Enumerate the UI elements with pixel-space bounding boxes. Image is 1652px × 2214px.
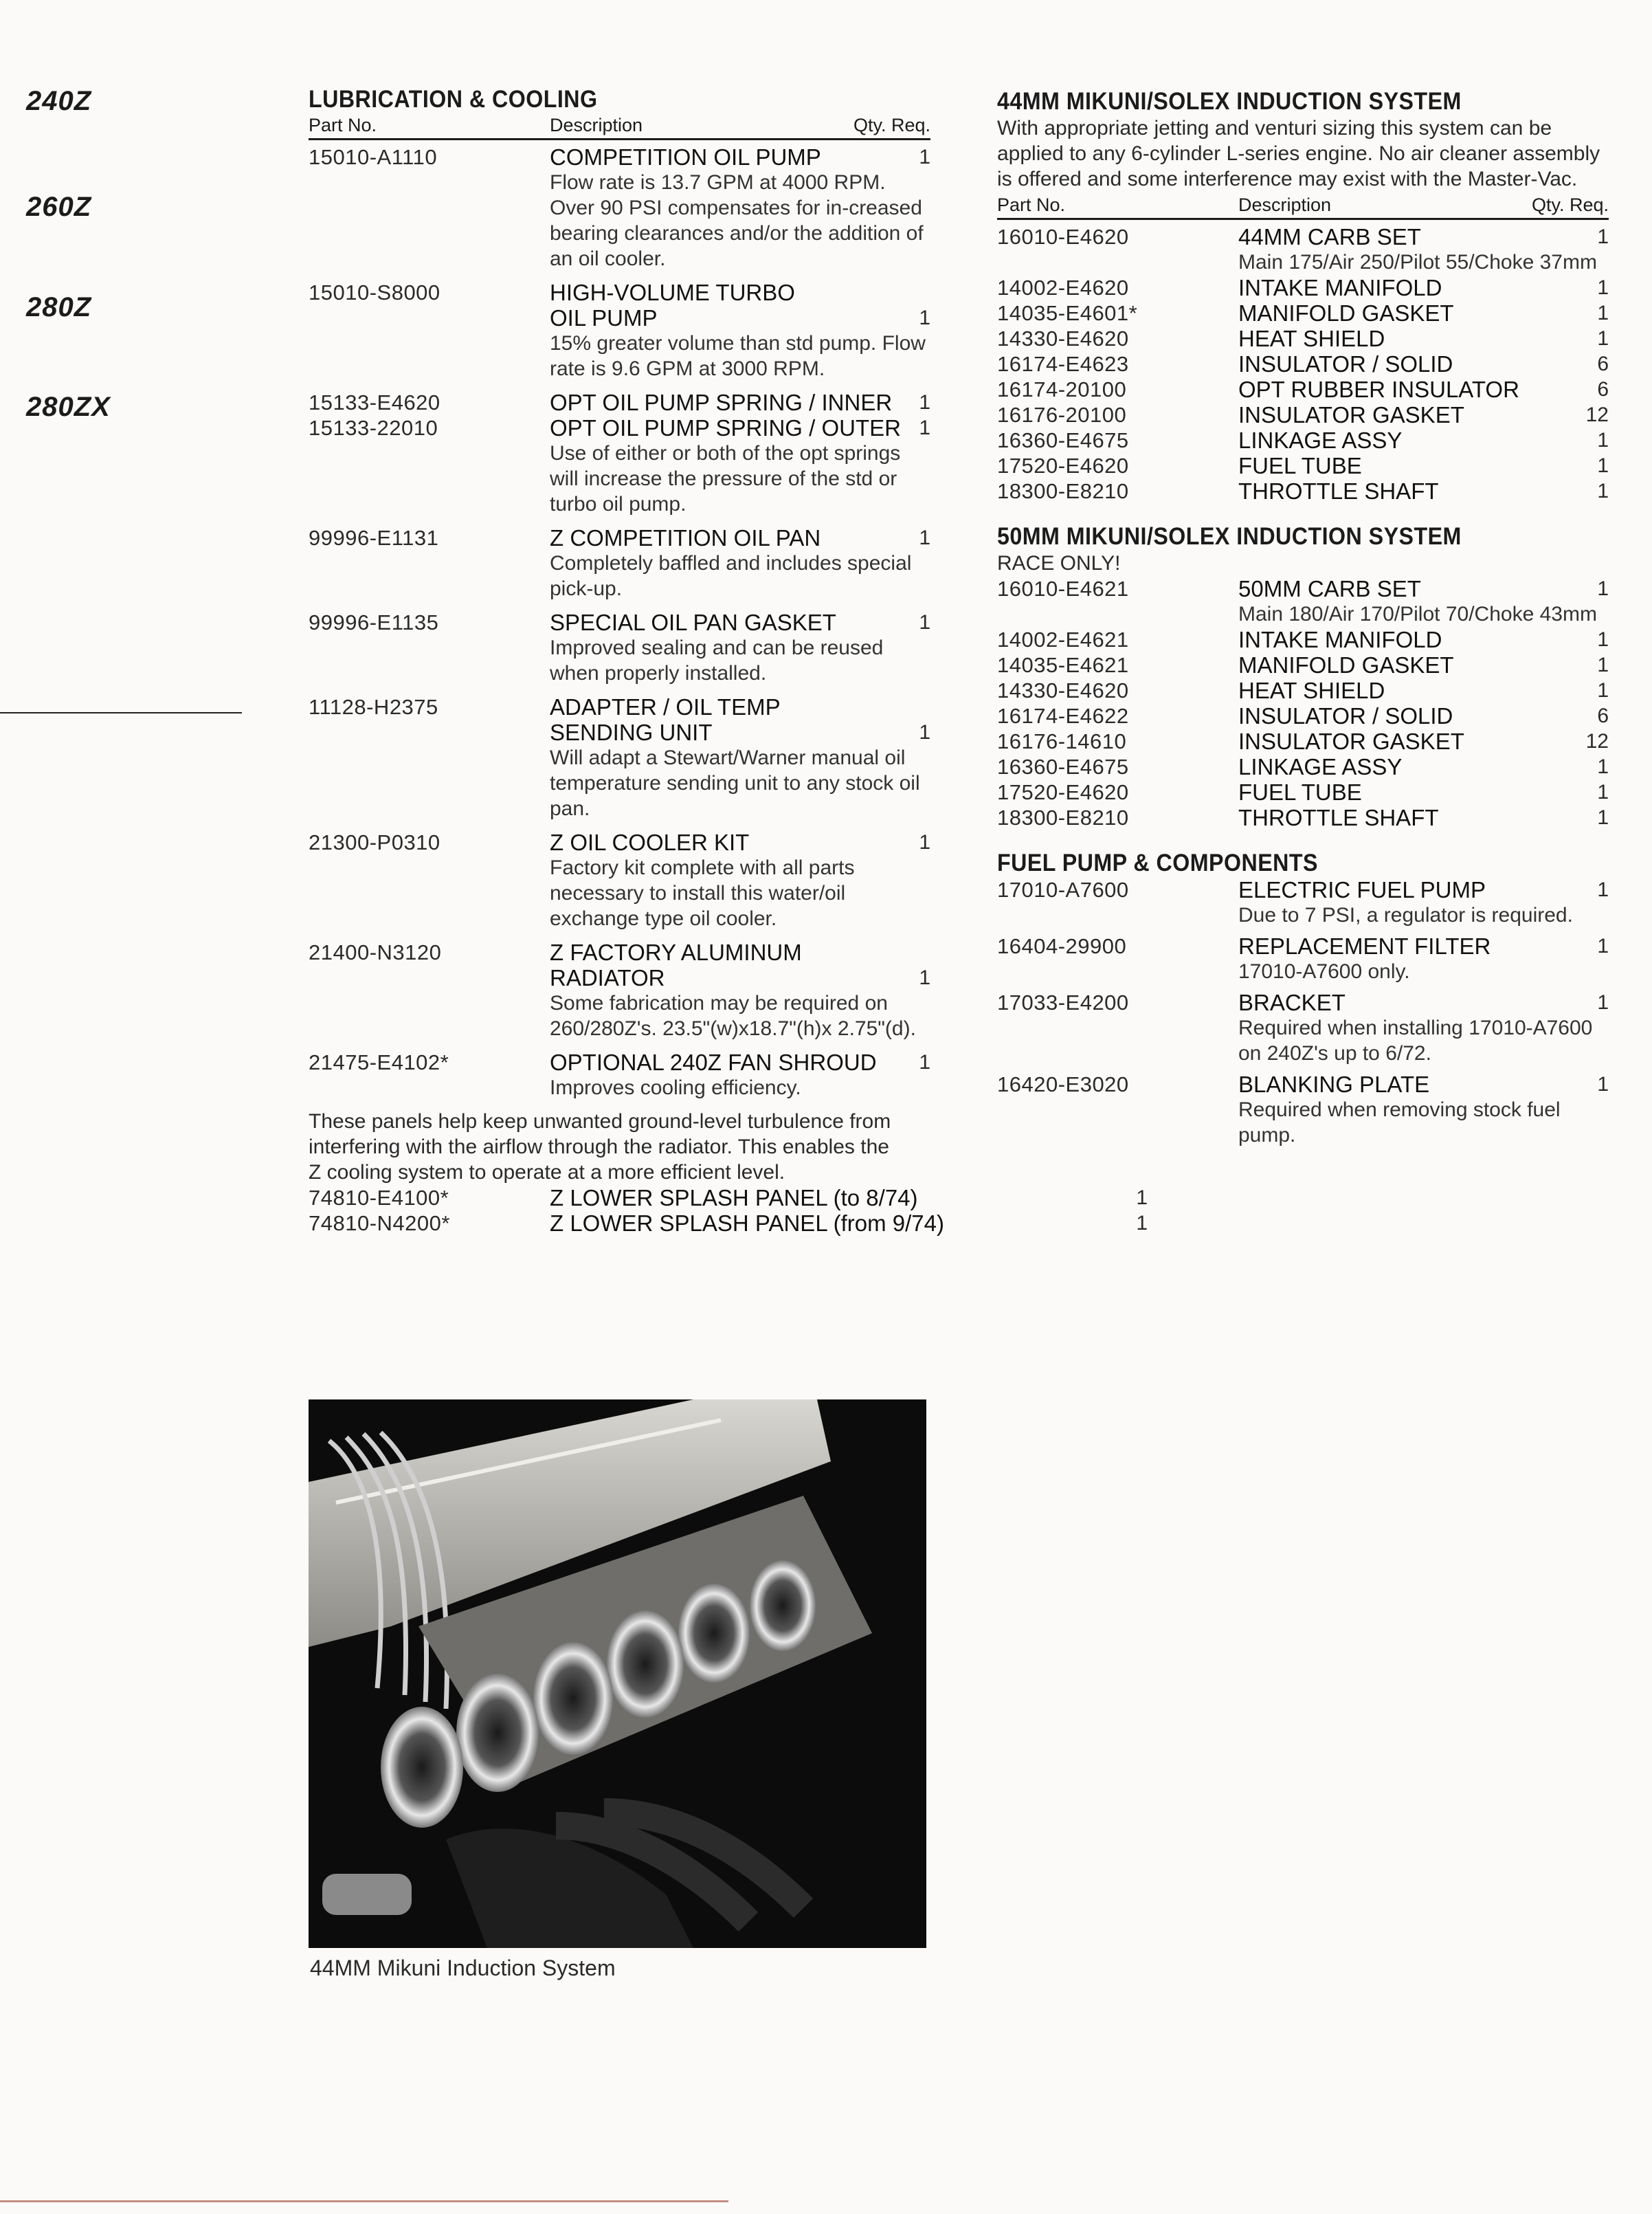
part-name: HIGH-VOLUME TURBO <box>550 280 795 305</box>
parts-list <box>997 576 1609 830</box>
part-number: 14002-E4620 <box>997 276 1129 300</box>
table-row <box>997 652 1609 678</box>
part-description <box>1238 1072 1609 1148</box>
part-name: BLANKING PLATE <box>1238 1072 1430 1097</box>
quantity: 1 <box>919 966 930 989</box>
quantity: 1 <box>1136 1186 1148 1209</box>
quantity: 1 <box>1597 781 1609 804</box>
description-line <box>1238 652 1609 678</box>
section-title: LUBRICATION & COOLING <box>309 86 598 113</box>
table-row <box>309 525 930 601</box>
parts-list <box>997 224 1609 504</box>
description-line <box>1238 351 1609 377</box>
part-name: SENDING UNIT <box>550 720 713 745</box>
section-title: 50MM MIKUNI/SOLEX INDUCTION SYSTEM <box>997 523 1462 550</box>
engine-photo <box>309 1399 926 1948</box>
part-number: 21475-E4102* <box>309 1050 449 1074</box>
part-number: 17520-E4620 <box>997 454 1129 478</box>
quantity: 12 <box>1585 403 1609 426</box>
part-description <box>550 390 930 415</box>
part-name: INSULATOR / SOLID <box>1238 703 1453 729</box>
description-line <box>1238 627 1609 652</box>
table-row <box>997 576 1609 627</box>
part-number: 17010-A7600 <box>997 878 1129 902</box>
table-row <box>997 754 1609 779</box>
part-number: 16174-E4623 <box>997 352 1129 376</box>
table-row <box>997 478 1609 504</box>
quantity: 6 <box>1597 378 1609 401</box>
part-description <box>1238 576 1609 627</box>
part-description <box>1238 877 1609 928</box>
part-number: 21300-P0310 <box>309 830 440 854</box>
part-name: LINKAGE ASSY <box>1238 754 1403 779</box>
description-line <box>1238 729 1609 754</box>
part-note: Factory kit complete with all parts necessary to install this water/oil exchange type oil cooler. <box>550 856 855 930</box>
quantity: 1 <box>1597 878 1609 901</box>
margin-divider <box>0 712 242 713</box>
description-line <box>1238 428 1609 453</box>
quantity: 1 <box>919 391 930 414</box>
table-row <box>997 377 1609 402</box>
part-number: 99996-E1135 <box>309 610 439 634</box>
description-line <box>1238 326 1609 351</box>
description-line <box>550 720 930 745</box>
part-name: ADAPTER / OIL TEMP <box>550 694 781 720</box>
description-line <box>550 390 930 415</box>
footer-rule <box>0 2200 728 2202</box>
table-row <box>997 428 1609 453</box>
description-line <box>1238 576 1609 601</box>
description-line <box>1238 678 1609 703</box>
quantity: 1 <box>1597 935 1609 957</box>
panel-note: These panels help keep unwanted ground-level turbulence from interfering with the airflow through the radiator. This enables the Z cooling system to operate at a more efficient level. <box>309 1110 891 1184</box>
part-description <box>1238 754 1609 779</box>
column-headers <box>997 193 1609 220</box>
part-description <box>1238 729 1609 754</box>
part-name: THROTTLE SHAFT <box>1238 478 1439 504</box>
part-description <box>550 610 930 686</box>
part-number: 16176-20100 <box>997 403 1127 427</box>
description-line <box>550 1210 1148 1236</box>
part-name: HEAT SHIELD <box>1238 326 1385 351</box>
part-description <box>1238 990 1609 1066</box>
part-description <box>550 525 930 601</box>
part-no-header: Part No. <box>997 195 1066 215</box>
table-row <box>997 300 1609 326</box>
part-description <box>1238 351 1609 377</box>
part-name: THROTTLE SHAFT <box>1238 805 1439 830</box>
quantity: 1 <box>919 527 930 549</box>
quantity: 1 <box>919 307 930 329</box>
table-row <box>309 1050 930 1100</box>
description-line <box>1238 402 1609 428</box>
part-number: 21400-N3120 <box>309 940 442 964</box>
parts-list <box>309 1185 1148 1236</box>
part-name: OPT OIL PUMP SPRING / OUTER <box>550 415 901 441</box>
description-header: Description <box>550 115 643 135</box>
engine-illustration <box>309 1399 926 1948</box>
description-line <box>550 610 930 635</box>
qty-header: Qty. Req. <box>853 115 930 135</box>
quantity: 6 <box>1597 353 1609 375</box>
induction-section <box>997 88 1609 1153</box>
part-number: 16360-E4675 <box>997 755 1129 779</box>
quantity: 1 <box>1136 1212 1148 1235</box>
description-line <box>550 940 930 965</box>
quantity: 1 <box>1597 276 1609 299</box>
quantity: 1 <box>919 611 930 634</box>
part-name: OPT OIL PUMP SPRING / INNER <box>550 390 893 415</box>
part-number: 14330-E4620 <box>997 678 1129 702</box>
quantity: 1 <box>1597 679 1609 702</box>
part-number: 15010-S8000 <box>309 280 440 305</box>
part-number: 17033-E4200 <box>997 990 1129 1015</box>
part-description <box>550 830 930 931</box>
part-number: 99996-E1131 <box>309 526 439 550</box>
part-description <box>550 940 930 1041</box>
model-label: 260Z <box>26 192 92 222</box>
part-name: INTAKE MANIFOLD <box>1238 275 1442 300</box>
part-note: Improves cooling efficiency. <box>550 1076 801 1099</box>
description-line <box>1238 779 1609 805</box>
quantity: 1 <box>1597 429 1609 452</box>
part-description <box>1238 933 1609 984</box>
description-line <box>1238 933 1609 959</box>
part-description <box>1238 402 1609 428</box>
part-note: Use of either or both of the opt springs will increase the pressure of the std or turbo oil pump. <box>550 442 901 516</box>
quantity: 1 <box>1597 302 1609 324</box>
part-description <box>1238 652 1609 678</box>
description-line <box>1238 754 1609 779</box>
part-description <box>1238 453 1609 478</box>
description-line <box>1238 877 1609 903</box>
table-row <box>309 610 930 686</box>
quantity: 1 <box>1597 628 1609 651</box>
table-row <box>309 1210 1148 1236</box>
part-name: INSULATOR GASKET <box>1238 402 1464 428</box>
part-name: INSULATOR GASKET <box>1238 729 1464 754</box>
part-description <box>550 1210 1148 1236</box>
part-number: 11128-H2375 <box>309 695 438 719</box>
table-row <box>309 830 930 931</box>
part-description <box>1238 300 1609 326</box>
table-row <box>997 326 1609 351</box>
quantity: 1 <box>919 831 930 854</box>
table-row <box>309 415 930 517</box>
part-name: INSULATOR / SOLID <box>1238 351 1453 377</box>
part-number: 15133-22010 <box>309 416 438 440</box>
quantity: 1 <box>1597 755 1609 778</box>
part-number: 16010-E4621 <box>997 577 1129 601</box>
part-name: MANIFOLD GASKET <box>1238 300 1454 326</box>
part-number: 74810-E4100* <box>309 1186 449 1210</box>
description-line <box>550 305 930 331</box>
part-name: Z LOWER SPLASH PANEL (to 8/74) <box>550 1185 918 1210</box>
part-note: Required when installing 17010-A7600 on 240Z's up to 6/72. <box>1238 1017 1593 1065</box>
part-name: Z OIL COOLER KIT <box>550 830 750 855</box>
description-line <box>550 1185 1148 1210</box>
column-headers <box>309 113 930 140</box>
part-description <box>1238 377 1609 402</box>
quantity: 1 <box>1597 654 1609 676</box>
quantity: 1 <box>1597 1073 1609 1096</box>
part-number: 14002-E4621 <box>997 628 1129 652</box>
quantity: 1 <box>1597 806 1609 829</box>
part-note: Some fabrication may be required on 260/280Z's. 23.5"(w)x18.7"(h)x 2.75"(d). <box>550 992 916 1040</box>
part-note: Will adapt a Stewart/Warner manual oil temperature sending unit to any stock oil pan. <box>550 746 920 820</box>
part-no-header: Part No. <box>309 115 377 135</box>
model-label: 280Z <box>26 292 92 322</box>
part-description <box>1238 678 1609 703</box>
parts-list <box>309 144 930 1100</box>
part-number: 74810-N4200* <box>309 1211 450 1235</box>
part-note: Main 175/Air 250/Pilot 55/Choke 37mm <box>1238 251 1597 274</box>
part-name: FUEL TUBE <box>1238 779 1362 805</box>
description-line <box>1238 453 1609 478</box>
section-title: 44MM MIKUNI/SOLEX INDUCTION SYSTEM <box>997 88 1462 115</box>
table-row <box>997 877 1609 928</box>
part-number: 18300-E8210 <box>997 479 1129 503</box>
part-number: 16176-14610 <box>997 729 1127 753</box>
quantity: 1 <box>919 417 930 439</box>
part-name: Z FACTORY ALUMINUM <box>550 940 802 965</box>
description-line <box>1238 703 1609 729</box>
part-name: Z COMPETITION OIL PAN <box>550 525 821 551</box>
qty-header: Qty. Req. <box>1531 195 1609 215</box>
model-label: 280ZX <box>26 392 111 422</box>
table-row <box>309 940 930 1041</box>
description-line <box>550 144 930 170</box>
part-description <box>1238 428 1609 453</box>
table-row <box>997 275 1609 300</box>
photo-caption: 44MM Mikuni Induction System <box>310 1956 616 1980</box>
quantity: 12 <box>1585 730 1609 753</box>
quantity: 1 <box>919 146 930 168</box>
description-line <box>550 415 930 441</box>
table-row <box>997 678 1609 703</box>
table-row <box>997 627 1609 652</box>
part-description <box>1238 627 1609 652</box>
part-name: RADIATOR <box>550 965 665 990</box>
description-line <box>550 525 930 551</box>
description-line <box>1238 805 1609 830</box>
quantity: 1 <box>1597 454 1609 477</box>
part-number: 16404-29900 <box>997 934 1127 958</box>
part-name: 44MM CARB SET <box>1238 224 1421 250</box>
table-row <box>997 933 1609 984</box>
part-number: 15010-A1110 <box>309 145 438 169</box>
description-line <box>1238 300 1609 326</box>
part-number: 14330-E4620 <box>997 326 1129 351</box>
table-row <box>997 779 1609 805</box>
quantity: 1 <box>1597 991 1609 1014</box>
table-row <box>997 990 1609 1066</box>
part-number: 16360-E4675 <box>997 428 1129 452</box>
model-label: 240Z <box>26 86 92 116</box>
parts-list <box>997 877 1609 1148</box>
part-note: 17010-A7600 only. <box>1238 960 1410 983</box>
quantity: 1 <box>1597 327 1609 350</box>
part-number: 16420-E3020 <box>997 1072 1129 1096</box>
part-name: MANIFOLD GASKET <box>1238 652 1454 678</box>
description-line <box>1238 990 1609 1015</box>
part-description <box>550 415 930 517</box>
part-name: LINKAGE ASSY <box>1238 428 1403 453</box>
part-name: COMPETITION OIL PUMP <box>550 144 821 170</box>
part-name: INTAKE MANIFOLD <box>1238 627 1442 652</box>
part-name: ELECTRIC FUEL PUMP <box>1238 877 1486 903</box>
part-description <box>1238 478 1609 504</box>
part-note: Completely baffled and includes special pick-up. <box>550 552 912 600</box>
part-note: Main 180/Air 170/Pilot 70/Choke 43mm <box>1238 603 1597 626</box>
quantity: 1 <box>1597 577 1609 600</box>
table-row <box>997 224 1609 275</box>
part-note: Due to 7 PSI, a regulator is required. <box>1238 904 1573 927</box>
description-line <box>550 965 930 990</box>
description-line <box>1238 478 1609 504</box>
part-description <box>550 144 930 272</box>
part-note: Improved sealing and can be reused when properly installed. <box>550 636 884 685</box>
table-row <box>997 1072 1609 1148</box>
part-name: 50MM CARB SET <box>1238 576 1421 601</box>
table-row <box>997 402 1609 428</box>
description-line <box>550 1050 930 1075</box>
part-name: BRACKET <box>1238 990 1346 1015</box>
table-row <box>309 1185 1148 1210</box>
part-name: OIL PUMP <box>550 305 658 331</box>
table-row <box>309 144 930 272</box>
table-row <box>997 729 1609 754</box>
part-name: SPECIAL OIL PAN GASKET <box>550 610 836 635</box>
quantity: 1 <box>919 721 930 744</box>
table-row <box>997 703 1609 729</box>
part-name: HEAT SHIELD <box>1238 678 1385 703</box>
part-description <box>550 1185 1148 1210</box>
table-row <box>309 390 930 415</box>
quantity: 1 <box>1597 225 1609 248</box>
table-row <box>309 280 930 381</box>
part-number: 17520-E4620 <box>997 780 1129 804</box>
part-description <box>1238 326 1609 351</box>
part-description <box>1238 275 1609 300</box>
description-line <box>1238 224 1609 250</box>
description-line <box>550 280 930 305</box>
part-number: 15133-E4620 <box>309 390 440 414</box>
part-note: Flow rate is 13.7 GPM at 4000 RPM. Over 90 PSI compensates for in-creased bearing clearances and/or the addition of an oil cooler. <box>550 171 924 270</box>
part-name: OPT RUBBER INSULATOR <box>1238 377 1519 402</box>
part-number: 18300-E8210 <box>997 806 1129 830</box>
part-number: 14035-E4601* <box>997 301 1138 325</box>
table-row <box>997 351 1609 377</box>
table-row <box>997 453 1609 478</box>
description-line <box>550 694 930 720</box>
description-line <box>1238 275 1609 300</box>
part-note: 15% greater volume than std pump. Flow rate is 9.6 GPM at 3000 RPM. <box>550 332 926 380</box>
part-description <box>550 280 930 381</box>
quantity: 1 <box>919 1051 930 1074</box>
part-note: Required when removing stock fuel pump. <box>1238 1098 1561 1147</box>
part-number: 16010-E4620 <box>997 225 1129 249</box>
part-name: REPLACEMENT FILTER <box>1238 933 1491 959</box>
description-line <box>1238 377 1609 402</box>
part-description <box>1238 224 1609 275</box>
table-row <box>309 694 930 821</box>
part-number: 16174-20100 <box>997 377 1127 401</box>
table-row <box>997 805 1609 830</box>
part-name: Z LOWER SPLASH PANEL (from 9/74) <box>550 1210 944 1236</box>
part-description <box>1238 805 1609 830</box>
section-intro: With appropriate jetting and venturi sizing this system can be applied to any 6-cylinder L-series engine. No air cleaner assembly is offered and some interference may exist with the Master-Vac. <box>997 117 1600 190</box>
section-intro: RACE ONLY! <box>997 552 1121 575</box>
section-title: FUEL PUMP & COMPONENTS <box>997 850 1318 876</box>
part-number: 16174-E4622 <box>997 704 1129 728</box>
part-description <box>550 694 930 821</box>
quantity: 1 <box>1597 480 1609 502</box>
part-number: 14035-E4621 <box>997 653 1129 677</box>
description-line <box>550 830 930 855</box>
part-description <box>550 1050 930 1100</box>
quantity: 6 <box>1597 705 1609 727</box>
part-name: FUEL TUBE <box>1238 453 1362 478</box>
description-line <box>1238 1072 1609 1097</box>
description-header: Description <box>1238 195 1332 215</box>
part-name: OPTIONAL 240Z FAN SHROUD <box>550 1050 877 1075</box>
part-description <box>1238 703 1609 729</box>
part-description <box>1238 779 1609 805</box>
